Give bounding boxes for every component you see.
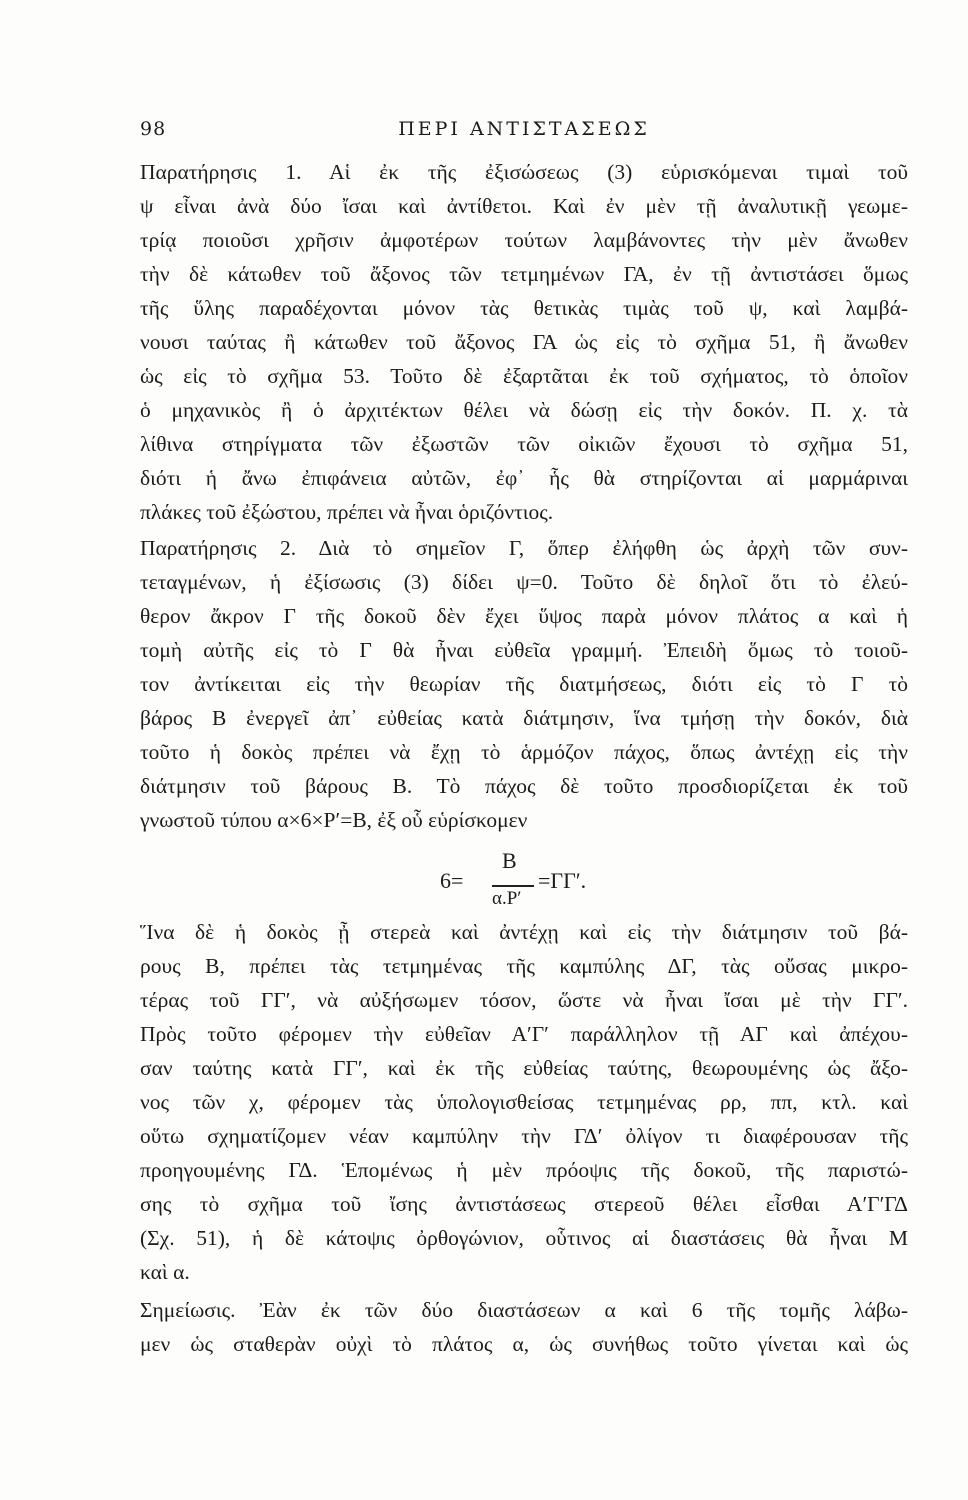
- text-line: σης τὸ σχῆμα τοῦ ἴσης ἀντιστάσεως στερεοῦ θέλει εἶσθαι Α′Γ′ΓΔ: [140, 1192, 908, 1216]
- text-line: σαν ταύτης κατὰ ΓΓ′, καὶ ἐκ τῆς εὐθείας ταύτης, θεωρουμένης ὡς ἄξο-: [140, 1056, 908, 1080]
- text-line: ὁ μηχανικὸς ἢ ὁ ἀρχιτέκτων θέλει νὰ δώσῃ εἰς τὴν δοκόν. Π. χ. τὰ: [140, 398, 908, 422]
- text-line: προηγουμένης ΓΔ. Ἑπομένως ἡ μὲν πρόοψις τῆς δοκοῦ, τῆς παριστώ-: [140, 1158, 908, 1182]
- formula-rhs: =ΓΓ′.: [538, 868, 587, 893]
- text-line: τεταγμένων, ἡ ἐξίσωσις (3) δίδει ψ=0. Τοῦτο δὲ δηλοῖ ὅτι τὸ ἐλεύ-: [140, 570, 908, 594]
- page-header: [140, 118, 908, 146]
- formula-numerator: Β: [502, 848, 517, 873]
- text-line: τῆς ὕλης παραδέχονται μόνον τὰς θετικὰς τιμὰς τοῦ ψ, καὶ λαμβά-: [140, 296, 908, 320]
- text-line: Παρατήρησις 1. Αἱ ἐκ τῆς ἐξισώσεως (3) εὑρισκόμεναι τιμαὶ τοῦ: [140, 160, 908, 184]
- text-line: διάτμησιν τοῦ βάρους Β. Τὸ πάχος δὲ τοῦτο προσδιορίζεται ἐκ τοῦ: [140, 774, 908, 798]
- text-line: τέρας τοῦ ΓΓ′, νὰ αὐξήσωμεν τόσον, ὥστε νὰ ἦναι ἴσαι μὲ τὴν ΓΓ′.: [140, 988, 908, 1012]
- text-line: νουσι ταύτας ἢ κάτωθεν τοῦ ἄξονος ΓΑ ὡς εἰς τὸ σχῆμα 51, ἢ ἄνωθεν: [140, 330, 908, 354]
- text-line: τομὴ αὐτῆς εἰς τὸ Γ θὰ ἦναι εὐθεῖα γραμμή. Ἐπειδὴ ὅμως τὸ τοιοῦ-: [140, 638, 908, 662]
- text-line: ὡς εἰς τὸ σχῆμα 53. Τοῦτο δὲ ἐξαρτᾶται ἐκ τοῦ σχήματος, τὸ ὁποῖον: [140, 364, 908, 388]
- text-line: Σημείωσις. Ἐὰν ἐκ τῶν δύο διαστάσεων α καὶ 6 τῆς τομῆς λάβω-: [140, 1298, 908, 1322]
- text-line: τον ἀντίκειται εἰς τὴν θεωρίαν τῆς διατμήσεως, διότι εἰς τὸ Γ τὸ: [140, 672, 908, 696]
- text-line: διότι ἡ ἄνω ἐπιφάνεια αὐτῶν, ἐφ᾽ ἧς θὰ στηρίζονται αἱ μαρμάριναι: [140, 466, 908, 490]
- text-line: τοῦτο ἡ δοκὸς πρέπει νὰ ἔχῃ τὸ ἁρμόζον πάχος, ὅπως ἀντέχῃ εἰς τὴν: [140, 740, 908, 764]
- text-line: ψ εἶναι ἀνὰ δύο ἴσαι καὶ ἀντίθετοι. Καὶ ἐν μὲν τῇ ἀναλυτικῇ γεωμε-: [140, 194, 908, 218]
- formula: [440, 848, 640, 908]
- formula-lhs: 6=: [440, 868, 464, 893]
- text-line: βάρος Β ἐνεργεῖ ἀπ᾽ εὐθείας κατὰ διάτμησιν, ἵνα τμήσῃ τὴν δοκόν, διὰ: [140, 706, 908, 730]
- text-line: νος τῶν χ, φέρομεν τὰς ὑπολογισθείσας τετμημένας ρρ, ππ, κτλ. καὶ: [140, 1090, 908, 1114]
- text-line: Ἵνα δὲ ἡ δοκὸς ᾖ στερεὰ καὶ ἀντέχῃ καὶ εἰς τὴν διάτμησιν τοῦ βά-: [140, 920, 908, 944]
- text-line: τὴν δὲ κάτωθεν τοῦ ἄξονος τῶν τετμημένων ΓΑ, ἐν τῇ ἀντιστάσει ὅμως: [140, 262, 908, 286]
- page-number: 98: [140, 118, 167, 140]
- fraction-bar: [492, 885, 534, 887]
- text-line: (Σχ. 51), ἡ δὲ κάτοψις ὀρθογώνιον, οὗτινος αἱ διαστάσεις θὰ ἦναι Μ: [140, 1226, 908, 1250]
- text-line: ρους Β, πρέπει τὰς τετμημένας τῆς καμπύλης ΔΓ, τὰς οὔσας μικρο-: [140, 954, 908, 978]
- text-line: λίθινα στηρίγματα τῶν ἐξωστῶν τῶν οἰκιῶν ἔχουσι τὸ σχῆμα 51,: [140, 432, 908, 456]
- text-line: Παρατήρησις 2. Διὰ τὸ σημεῖον Γ, ὅπερ ἐλήφθη ὡς ἀρχὴ τῶν συν-: [140, 536, 908, 560]
- formula-denominator: α.Ρ′: [492, 888, 522, 909]
- text-line: καὶ α.: [140, 1260, 190, 1284]
- text-line: τρίᾳ ποιοῦσι χρῆσιν ἀμφοτέρων τούτων λαμβάνοντες τὴν μὲν ἄνωθεν: [140, 228, 908, 252]
- text-line: γνωστοῦ τύπου α×6×Ρ′=Β, ἐξ οὗ εὑρίσκομεν: [140, 808, 528, 832]
- text-line: πλάκες τοῦ ἐξώστου, πρέπει νὰ ἦναι ὁριζόντιος.: [140, 500, 554, 524]
- running-head: ΠΕΡΙ ΑΝΤΙΣΤΑΣΕΩΣ: [398, 118, 650, 140]
- text-line: θερον ἄκρον Γ τῆς δοκοῦ δὲν ἔχει ὕψος παρὰ μόνον πλάτος α καὶ ἡ: [140, 604, 908, 628]
- text-line: οὕτω σχηματίζομεν νέαν καμπύλην τὴν ΓΔ′ ὀλίγον τι διαφέρουσαν τῆς: [140, 1124, 908, 1148]
- text-line: μεν ὡς σταθερὰν οὐχὶ τὸ πλάτος α, ὡς συνήθως τοῦτο γίνεται καὶ ὡς: [140, 1332, 908, 1356]
- text-line: Πρὸς τοῦτο φέρομεν τὴν εὐθεῖαν Α′Γ′ παράλληλον τῇ ΑΓ καὶ ἀπέχου-: [140, 1022, 908, 1046]
